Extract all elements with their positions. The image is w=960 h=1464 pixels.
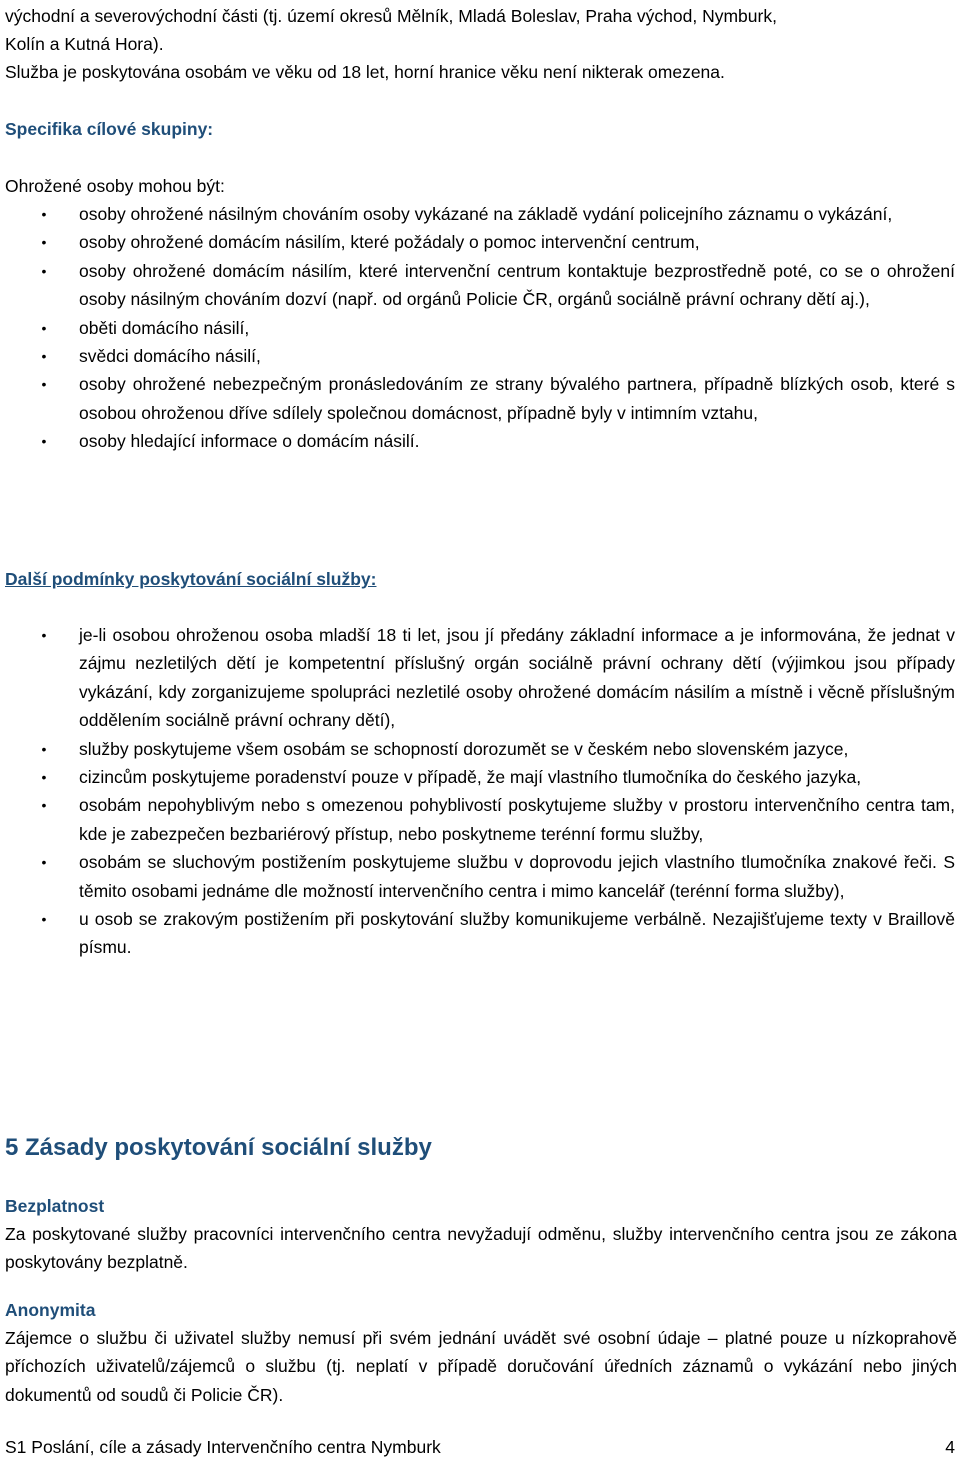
bullet-icon: •	[41, 262, 47, 279]
bullet-icon: •	[41, 376, 47, 393]
list-item: • osoby ohrožené domácím násilím, které požádaly o pomoc intervenční centrum,	[0, 228, 955, 256]
page-footer	[5, 1433, 955, 1461]
list-item: • služby poskytujeme všem osobám se schopností dorozumět se v českém nebo slovenském jazyce,	[0, 735, 955, 763]
target-group-lead: Ohrožené osoby mohou být:	[5, 176, 225, 196]
list-item: • oběti domácího násilí,	[0, 314, 955, 342]
target-group-list	[0, 200, 960, 456]
list-item: • osobám se sluchovým postižením poskytujeme službu v doprovodu jejich vlastního tlumočníka znakové řeči. S těmito osobami jednáme dle možností intervenčního centra i mimo kancelář (terénní forma služby),	[0, 848, 955, 905]
anonymity-heading: Anonymita	[5, 1300, 96, 1320]
bullet-icon: •	[41, 206, 47, 222]
list-item: • je-li osobou ohroženou osoba mladší 18 ti let, jsou jí předány základní informace a je informována, že jednat v zájmu nezletilých dětí je kompetentní příslušný orgán sociálně právní ochrany dětí (výjimkou jsou případy vykázání, kdy zorganizujeme spolupráci nezletilé osoby ohrožené domácím násilím a místně i věcně příslušným oddělením sociálně právní ochrany dětí),	[0, 621, 955, 735]
bullet-icon: •	[41, 740, 47, 757]
bullet-icon: •	[41, 433, 47, 450]
intro-line-2: Kolín a Kutná Hora).	[5, 34, 164, 54]
list-item: • osoby ohrožené násilným chováním osoby vykázané na základě vydání policejního záznamu o vykázání,	[0, 200, 955, 228]
intro-line-3: Služba je poskytována osobám ve věku od 18 let, horní hranice věku není nikterak omezena.	[5, 62, 725, 82]
page-number: 4	[945, 1437, 955, 1457]
bullet-icon: •	[41, 769, 47, 786]
anonymity-paragraph: Zájemce o službu či uživatel služby nemusí při svém jednání uvádět své osobní údaje – platné pouze u nízkoprahově příchozích uživatelů/zájemců o službu (tj. neplatí v případě doručování úředních záznamů o vykázání nebo jiných dokumentů od soudů či Policie ČR).	[5, 1328, 957, 1405]
bullet-icon: •	[41, 911, 47, 928]
target-group-heading: Specifika cílové skupiny:	[5, 119, 214, 139]
bullet-icon: •	[41, 234, 47, 251]
free-heading: Bezplatnost	[5, 1196, 105, 1216]
bullet-icon: •	[41, 627, 47, 643]
bullet-icon: •	[41, 348, 47, 365]
bullet-icon: •	[41, 319, 47, 336]
bullet-icon: •	[41, 854, 47, 871]
bullet-icon: •	[41, 797, 47, 814]
section-5-title: 5 Zásady poskytování sociální služby	[5, 1134, 432, 1161]
list-item: • u osob se zrakovým postižením při poskytování služby komunikujeme verbálně. Nezajišťujeme texty v Braillově písmu.	[0, 905, 955, 962]
conditions-list	[0, 621, 960, 962]
list-item: • osoby ohrožené domácím násilím, které intervenční centrum kontaktuje bezprostředně poté, co se o ohrožení osoby násilným chováním dozví (např. od orgánů Policie ČR, orgánů sociálně právní ochrany dětí aj.),	[0, 257, 955, 314]
list-item: • osoby ohrožené nebezpečným pronásledováním ze strany bývalého partnera, případně blízkých osob, které s osobou ohroženou dříve sdílely společnou domácnost, případně byly v intimním vztahu,	[0, 370, 955, 427]
footer-title: S1 Poslání, cíle a zásady Intervenčního centra Nymburk	[5, 1437, 441, 1457]
free-paragraph: Za poskytované služby pracovníci intervenčního centra nevyžadují odměnu, služby intervenčního centra jsou ze zákona poskytovány bezplatně.	[5, 1224, 957, 1273]
conditions-heading: Další podmínky poskytování sociální služby:	[5, 569, 377, 589]
list-item: • osobám nepohyblivým nebo s omezenou pohyblivostí poskytujeme služby v prostoru intervenčního centra tam, kde je zabezpečen bezbariérový přístup, nebo poskytneme terénní formu služby,	[0, 791, 955, 848]
list-item: • osoby hledající informace o domácím násilí.	[0, 427, 955, 455]
list-item: • cizincům poskytujeme poradenství pouze v případě, že mají vlastního tlumočníka do českého jazyka,	[0, 763, 955, 791]
intro-line-1: východní a severovýchodní části (tj. území okresů Mělník, Mladá Boleslav, Praha východ, Nymburk,	[5, 6, 777, 26]
list-item: • svědci domácího násilí,	[0, 342, 955, 370]
